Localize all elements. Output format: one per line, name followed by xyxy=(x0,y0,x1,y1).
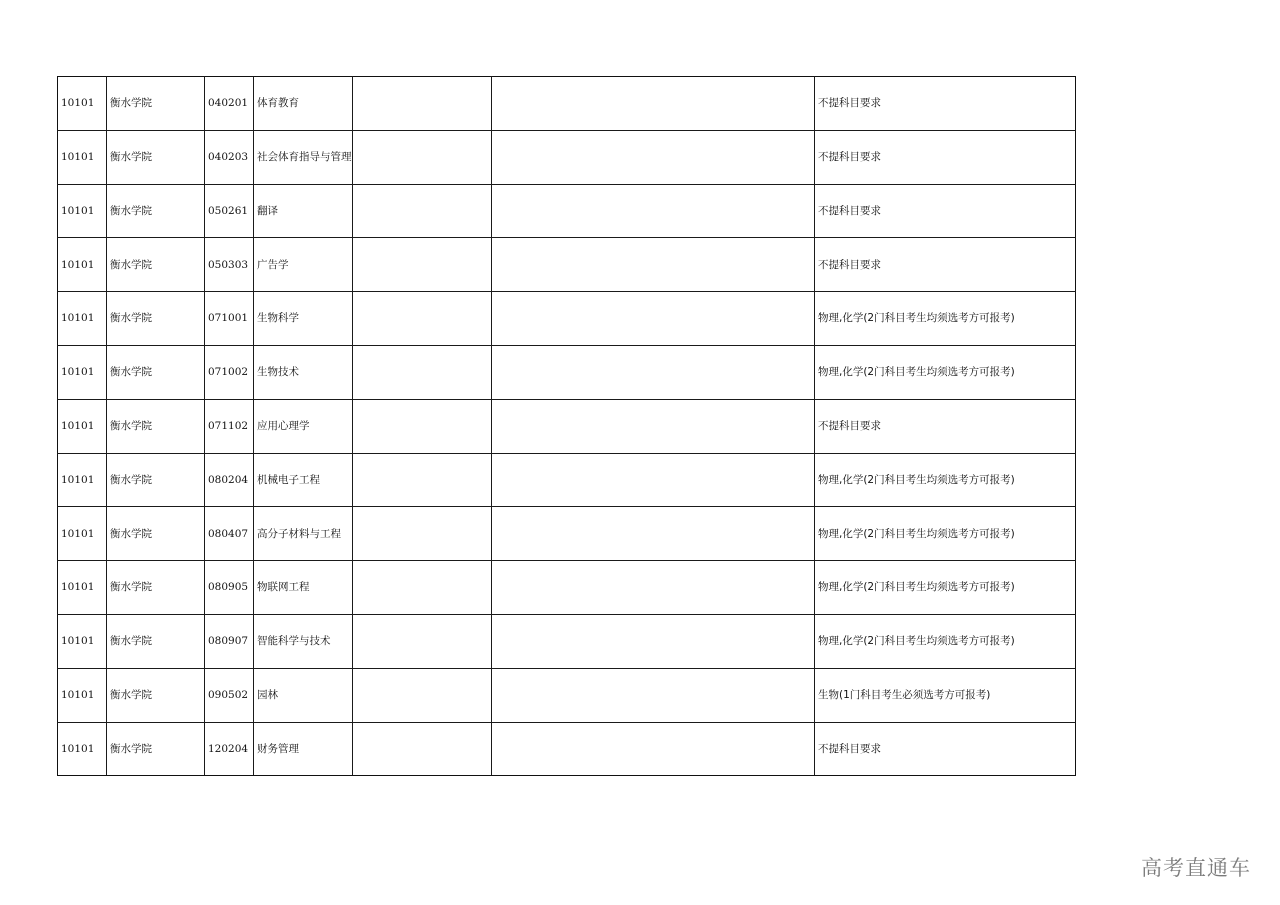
cell-major-code: 080407 xyxy=(205,507,254,561)
table-row xyxy=(58,614,1076,668)
cell-major-name: 物联网工程 xyxy=(254,561,353,615)
cell-empty-column-6 xyxy=(492,561,815,615)
cell-empty-column-5 xyxy=(353,722,492,776)
cell-school-code: 10101 xyxy=(58,77,107,131)
cell-school-name: 衡水学院 xyxy=(107,614,205,668)
cell-school-code: 10101 xyxy=(58,345,107,399)
cell-major-code: 040201 xyxy=(205,77,254,131)
table-row xyxy=(58,184,1076,238)
cell-school-name: 衡水学院 xyxy=(107,184,205,238)
table-row xyxy=(58,77,1076,131)
cell-subject-requirement: 不提科目要求 xyxy=(815,399,1076,453)
cell-empty-column-5 xyxy=(353,130,492,184)
cell-subject-requirement: 生物(1门科目考生必须选考方可报考) xyxy=(815,668,1076,722)
admission-requirements-table xyxy=(57,76,1076,776)
cell-school-name: 衡水学院 xyxy=(107,722,205,776)
cell-school-name: 衡水学院 xyxy=(107,238,205,292)
table-row xyxy=(58,399,1076,453)
cell-empty-column-6 xyxy=(492,345,815,399)
cell-major-code: 071102 xyxy=(205,399,254,453)
cell-school-name: 衡水学院 xyxy=(107,668,205,722)
cell-major-name: 生物技术 xyxy=(254,345,353,399)
cell-school-code: 10101 xyxy=(58,722,107,776)
cell-empty-column-5 xyxy=(353,292,492,346)
cell-major-code: 040203 xyxy=(205,130,254,184)
cell-school-name: 衡水学院 xyxy=(107,77,205,131)
cell-major-code: 050303 xyxy=(205,238,254,292)
cell-school-code: 10101 xyxy=(58,507,107,561)
cell-major-code: 080907 xyxy=(205,614,254,668)
cell-school-name: 衡水学院 xyxy=(107,561,205,615)
cell-empty-column-6 xyxy=(492,292,815,346)
cell-empty-column-5 xyxy=(353,507,492,561)
cell-major-code: 120204 xyxy=(205,722,254,776)
cell-subject-requirement: 物理,化学(2门科目考生均须选考方可报考) xyxy=(815,507,1076,561)
cell-school-code: 10101 xyxy=(58,453,107,507)
cell-major-name: 园林 xyxy=(254,668,353,722)
cell-major-code: 080905 xyxy=(205,561,254,615)
cell-subject-requirement: 物理,化学(2门科目考生均须选考方可报考) xyxy=(815,345,1076,399)
cell-empty-column-5 xyxy=(353,345,492,399)
cell-major-name: 体育教育 xyxy=(254,77,353,131)
cell-empty-column-5 xyxy=(353,668,492,722)
cell-major-name: 智能科学与技术 xyxy=(254,614,353,668)
cell-major-code: 071002 xyxy=(205,345,254,399)
cell-empty-column-6 xyxy=(492,453,815,507)
cell-empty-column-6 xyxy=(492,184,815,238)
cell-empty-column-6 xyxy=(492,77,815,131)
cell-empty-column-6 xyxy=(492,722,815,776)
cell-empty-column-6 xyxy=(492,238,815,292)
cell-major-name: 财务管理 xyxy=(254,722,353,776)
cell-subject-requirement: 物理,化学(2门科目考生均须选考方可报考) xyxy=(815,292,1076,346)
cell-school-name: 衡水学院 xyxy=(107,453,205,507)
cell-subject-requirement: 不提科目要求 xyxy=(815,184,1076,238)
cell-major-name: 应用心理学 xyxy=(254,399,353,453)
cell-empty-column-6 xyxy=(492,507,815,561)
table-row xyxy=(58,130,1076,184)
cell-empty-column-6 xyxy=(492,614,815,668)
cell-empty-column-5 xyxy=(353,399,492,453)
cell-major-name: 生物科学 xyxy=(254,292,353,346)
cell-school-name: 衡水学院 xyxy=(107,399,205,453)
cell-empty-column-5 xyxy=(353,453,492,507)
cell-empty-column-5 xyxy=(353,561,492,615)
cell-empty-column-6 xyxy=(492,130,815,184)
table-row xyxy=(58,453,1076,507)
cell-major-code: 090502 xyxy=(205,668,254,722)
cell-subject-requirement: 物理,化学(2门科目考生均须选考方可报考) xyxy=(815,561,1076,615)
cell-subject-requirement: 物理,化学(2门科目考生均须选考方可报考) xyxy=(815,453,1076,507)
cell-empty-column-6 xyxy=(492,399,815,453)
table-row xyxy=(58,292,1076,346)
cell-school-name: 衡水学院 xyxy=(107,292,205,346)
cell-subject-requirement: 物理,化学(2门科目考生均须选考方可报考) xyxy=(815,614,1076,668)
cell-major-name: 社会体育指导与管理 xyxy=(254,130,353,184)
cell-subject-requirement: 不提科目要求 xyxy=(815,77,1076,131)
cell-empty-column-5 xyxy=(353,184,492,238)
cell-major-name: 机械电子工程 xyxy=(254,453,353,507)
cell-major-code: 080204 xyxy=(205,453,254,507)
cell-school-code: 10101 xyxy=(58,292,107,346)
watermark-text: 高考直通车 xyxy=(1141,856,1251,880)
table-row xyxy=(58,561,1076,615)
cell-school-name: 衡水学院 xyxy=(107,345,205,399)
cell-subject-requirement: 不提科目要求 xyxy=(815,238,1076,292)
cell-major-code: 071001 xyxy=(205,292,254,346)
table-row xyxy=(58,668,1076,722)
table-body xyxy=(58,77,1076,776)
table-row xyxy=(58,345,1076,399)
cell-empty-column-5 xyxy=(353,614,492,668)
cell-empty-column-5 xyxy=(353,77,492,131)
cell-school-code: 10101 xyxy=(58,561,107,615)
cell-school-code: 10101 xyxy=(58,184,107,238)
cell-school-code: 10101 xyxy=(58,668,107,722)
cell-subject-requirement: 不提科目要求 xyxy=(815,130,1076,184)
cell-school-code: 10101 xyxy=(58,614,107,668)
cell-empty-column-6 xyxy=(492,668,815,722)
table-row xyxy=(58,238,1076,292)
cell-school-code: 10101 xyxy=(58,130,107,184)
cell-school-name: 衡水学院 xyxy=(107,130,205,184)
cell-school-code: 10101 xyxy=(58,399,107,453)
cell-major-name: 广告学 xyxy=(254,238,353,292)
cell-school-name: 衡水学院 xyxy=(107,507,205,561)
table-row xyxy=(58,722,1076,776)
cell-major-name: 翻译 xyxy=(254,184,353,238)
cell-major-name: 高分子材料与工程 xyxy=(254,507,353,561)
cell-subject-requirement: 不提科目要求 xyxy=(815,722,1076,776)
cell-empty-column-5 xyxy=(353,238,492,292)
cell-major-code: 050261 xyxy=(205,184,254,238)
table-row xyxy=(58,507,1076,561)
cell-school-code: 10101 xyxy=(58,238,107,292)
